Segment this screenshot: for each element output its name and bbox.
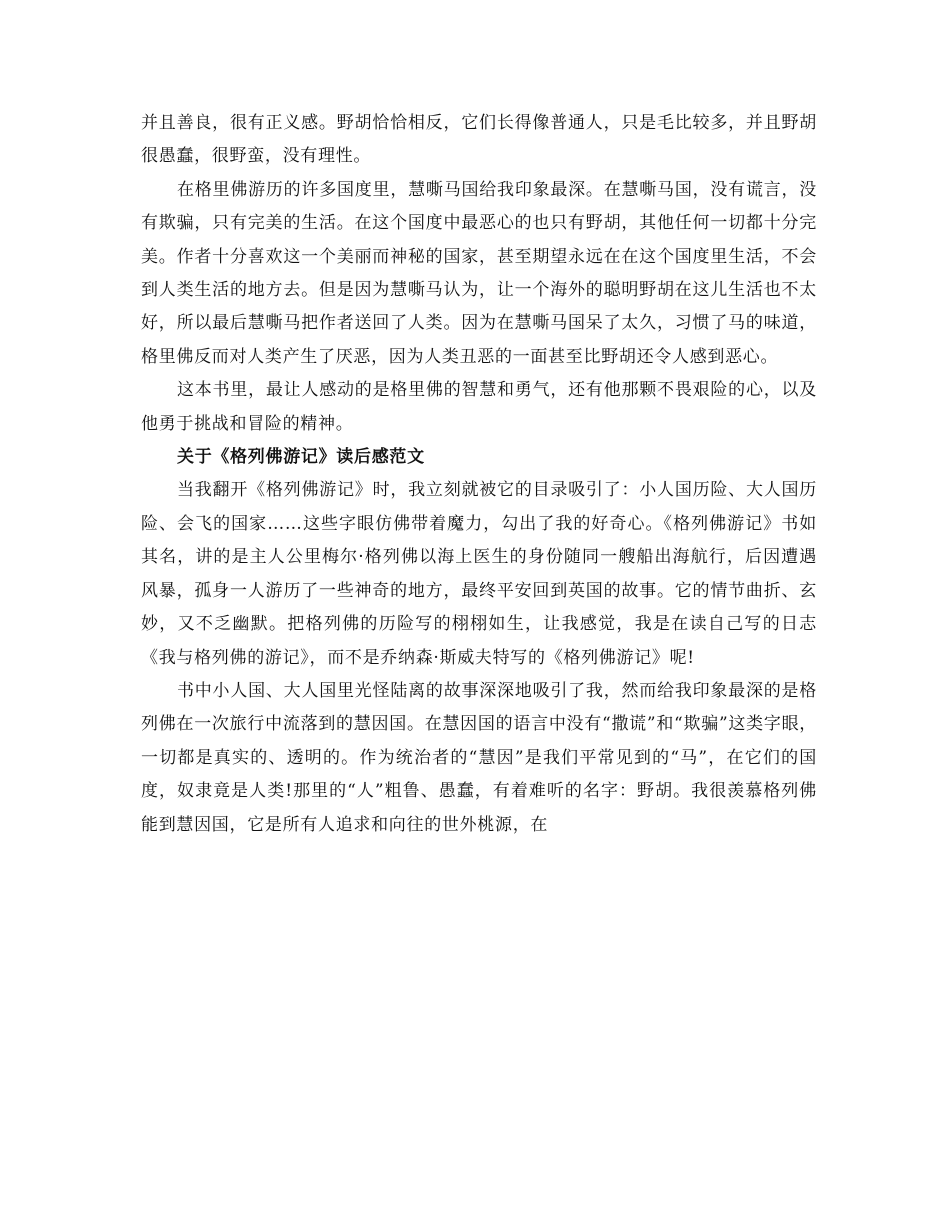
document-body: [141, 107, 817, 842]
paragraph-1: 并且善良，很有正义感。野胡恰恰相反，它们长得像普通人，只是毛比较多，并且野胡很愚蠢，很野蛮，没有理性。: [141, 113, 817, 167]
section-heading: 关于《格列佛游记》读后感范文: [177, 447, 425, 468]
paragraph-2: 在格里佛游历的许多国度里，慧嘶马国给我印象最深。在慧嘶马国，没有谎言，没有欺骗，只有完美的生活。在这个国度中最恶心的也只有野胡，其他任何一切都十分完美。作者十分喜欢这一个美丽而神秘的国家，甚至期望永远在在这个国度里生活，不会到人类生活的地方去。但是因为慧嘶马认为，让一个海外的聪明野胡在这儿生活也不太好，所以最后慧嘶马把作者送回了人类。因为在慧嘶马国呆了太久，习惯了马的味道，格里佛反而对人类产生了厌恶，因为人类丑恶的一面甚至比野胡还令人感到恶心。: [141, 179, 817, 367]
paragraph-5: 书中小人国、大人国里光怪陆离的故事深深地吸引了我，然而给我印象最深的是格列佛在一次旅行中流落到的慧因国。在慧因国的语言中没有“撒谎”和“欺骗”这类字眼，一切都是真实的、透明的。作为统治者的“慧因”是我们平常见到的“马”，在它们的国度，奴隶竟是人类!那里的“人”粗鲁、愚蠢，有着难听的名字：野胡。我很羡慕格列佛能到慧因国，它是所有人追求和向往的世外桃源，在: [141, 680, 817, 835]
paragraph-4: 当我翻开《格列佛游记》时，我立刻就被它的目录吸引了：小人国历险、大人国历险、会飞的国家……这些字眼仿佛带着魔力，勾出了我的好奇心。《格列佛游记》书如其名，讲的是主人公里梅尔·格列佛以海上医生的身份随同一艘船出海航行，后因遭遇风暴，孤身一人游历了一些神奇的地方，最终平安回到英国的故事。它的情节曲折、玄妙，又不乏幽默。把格列佛的历险写的栩栩如生，让我感觉，我是在读自己写的日志《我与格列佛的游记》，而不是乔纳森·斯威夫特写的《格列佛游记》呢!: [141, 480, 817, 668]
paragraph-3: 这本书里，最让人感动的是格里佛的智慧和勇气，还有他那颗不畏艰险的心，以及他勇于挑战和冒险的精神。: [141, 380, 817, 434]
